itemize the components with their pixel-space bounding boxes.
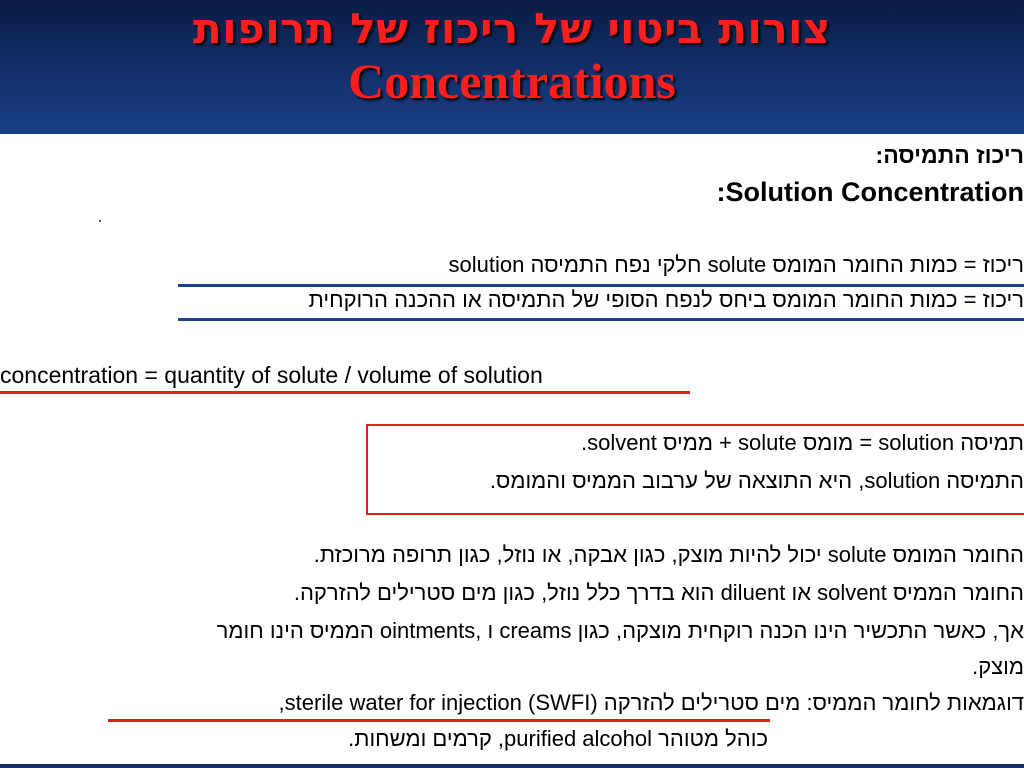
definition-line-2: ריכוז = כמות החומר המומס ביחס לנפח הסופי של התמיסה או ההכנה הרוקחית bbox=[308, 287, 1024, 312]
body-line-1: החומר המומס solute יכול להיות מוצק, כגון אבקה, או נוזל, כגון תרופה מרוכזת. bbox=[313, 542, 1024, 567]
body-line-2: החומר הממיס solvent או diluent הוא בדרך כלל נוזל, כגון מים סטרילים להזרקה. bbox=[293, 580, 1024, 605]
section-heading-english: :Solution Concentration bbox=[716, 177, 1024, 207]
title-english: Concentrations bbox=[348, 53, 676, 109]
concentration-formula: concentration = quantity of solute / volume of solution bbox=[0, 362, 543, 388]
title-hebrew: צורות ביטוי של ריכוז של תרופות bbox=[193, 4, 831, 53]
stray-dot bbox=[99, 220, 101, 222]
solution-box-line-1: תמיסה solution = מומס solute + ממיס solvent. bbox=[581, 430, 1024, 455]
examples-underline bbox=[108, 719, 770, 722]
slide-content bbox=[0, 134, 1024, 768]
body-line-6: כוהל מטוהר purified alcohol, קרמים ומשחות. bbox=[348, 726, 768, 751]
blue-underline-2 bbox=[178, 318, 1024, 321]
body-line-4: מוצק. bbox=[972, 654, 1024, 679]
title-bar bbox=[0, 0, 1024, 134]
body-line-5: דוגמאות לחומר הממיס: מים סטרילים להזרקה (sterile water for injection (SWFI, bbox=[278, 690, 1024, 715]
body-line-3: אך, כאשר התכשיר הינו הכנה רוקחית מוצקה, כגון creams ו ,ointments הממיס הינו חומר bbox=[216, 618, 1024, 643]
solution-box-line-2: התמיסה solution, היא התוצאה של ערבוב הממיס והמומס. bbox=[489, 468, 1024, 493]
definition-line-1: ריכוז = כמות החומר המומס solute חלקי נפח התמיסה solution bbox=[448, 252, 1024, 277]
formula-underline bbox=[0, 391, 690, 394]
footer-bar bbox=[0, 764, 1024, 768]
section-heading-hebrew: ריכוז התמיסה: bbox=[875, 142, 1024, 168]
